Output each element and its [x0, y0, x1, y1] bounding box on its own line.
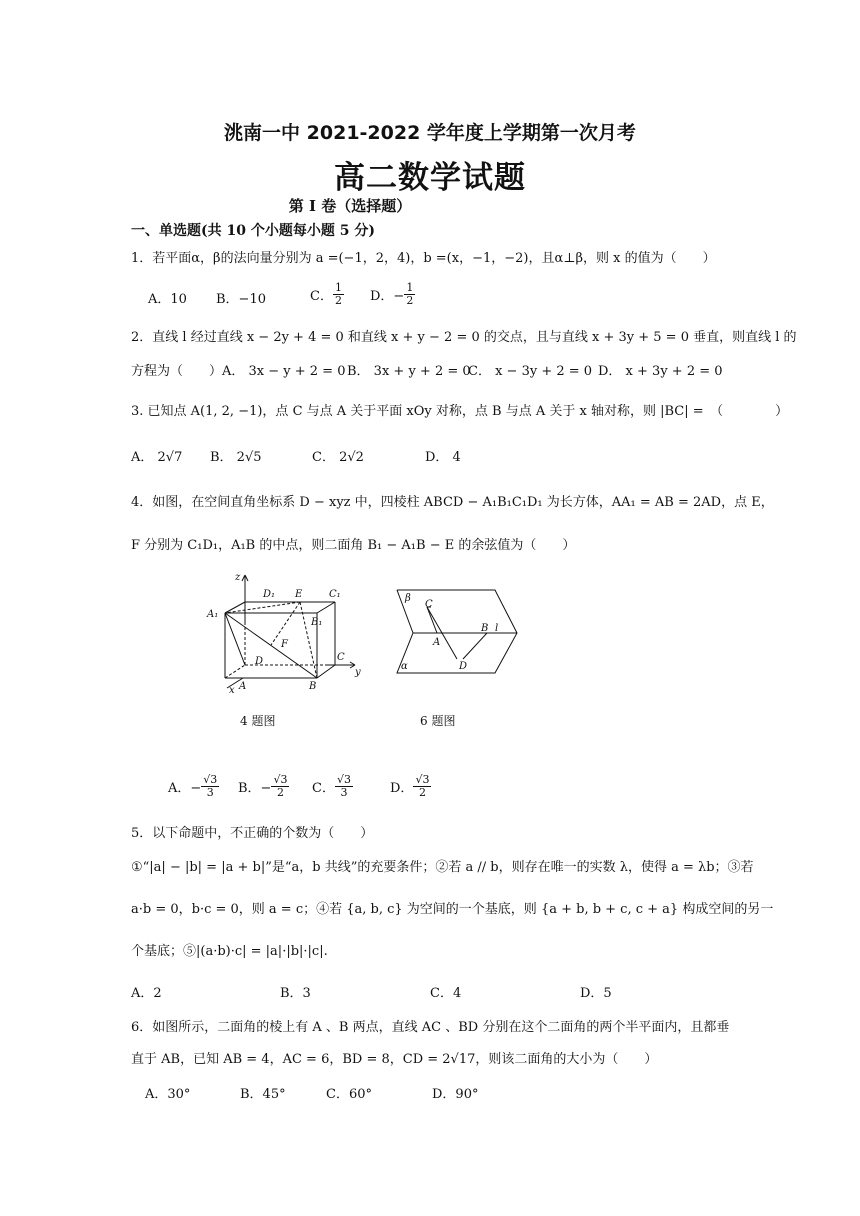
fig4-caption: 4 题图: [240, 714, 276, 728]
q1-option-c-label: C．: [310, 289, 333, 304]
q4-option-c: [312, 774, 353, 799]
q4-option-b-den: 2: [276, 786, 284, 799]
q1-option-b: B．−10: [216, 292, 266, 307]
q4-option-c-fraction: [335, 774, 353, 799]
q4-option-c-label: C．: [312, 781, 335, 796]
q4-option-d-label: D．: [390, 781, 414, 796]
q3-stem: 3. 已知点 A(1, 2, −1)，点 C 与点 A 关于平面 xOy 对称，点 B 与点 A 关于 x 轴对称，则 |BC| = （ ）: [131, 404, 789, 419]
q4-option-a-label: A．−: [168, 781, 202, 796]
q1-option-c-num: 1: [334, 281, 342, 294]
figure-q4-prism: [205, 565, 375, 700]
q4-stem-line2: F 分别为 C₁D₁，A₁B 的中点，则二面角 B₁ − A₁B − E 的余弦值为（ ）: [131, 538, 576, 553]
q5-option-d: D．5: [580, 986, 612, 1001]
q1-option-d-fraction: [404, 282, 415, 307]
q2-option-d: D． x + 3y + 2 = 0: [598, 364, 723, 379]
q2-option-b: B． 3x + y + 2 = 0: [347, 364, 471, 379]
fig6-caption: 6 题图: [420, 714, 456, 728]
q1-option-d-num: 1: [406, 281, 414, 294]
fig6-label-d: D: [459, 661, 468, 672]
q4-option-c-den: 3: [340, 786, 348, 799]
fig4-label-z: z: [235, 572, 241, 583]
q1-option-a: A．10: [148, 292, 187, 307]
q1-option-d: [370, 282, 415, 307]
part-title: 第 I 卷（选择题）: [288, 197, 412, 215]
q5-option-c: C．4: [430, 986, 462, 1001]
q1-option-d-den: 2: [406, 294, 414, 307]
q6-option-a: A．30°: [145, 1087, 191, 1102]
fig6-label-beta: β: [405, 593, 411, 604]
section-heading: 一、单选题(共 10 个小题每小题 5 分): [131, 223, 375, 239]
q5-stem: 5．以下命题中，不正确的个数为（ ）: [131, 826, 374, 841]
q4-option-d: [390, 774, 431, 799]
q6-option-b: B．45°: [240, 1087, 286, 1102]
q5-option-a: A．2: [131, 986, 162, 1001]
q6-stem-line1: 6．如图所示，二面角的棱上有 A 、B 两点，直线 AC 、BD 分别在这个二面角的两个半平面内，且都垂: [131, 1020, 730, 1035]
fig4-label-d: D: [255, 656, 264, 667]
q4-option-a-den: 3: [206, 786, 214, 799]
fig6-label-alpha: α: [401, 661, 408, 672]
q2-option-c: C． x − 3y + 2 = 0: [468, 364, 593, 379]
subject-title: 高二数学试题: [334, 160, 526, 196]
q4-option-b: [238, 774, 289, 799]
q2-option-a: A． 3x − y + 2 = 0: [222, 364, 346, 379]
q5-option-b: B．3: [280, 986, 311, 1001]
q4-option-b-label: B．−: [238, 781, 272, 796]
q6-stem-line2: 直于 AB，已知 AB = 4，AC = 6，BD = 8，CD = 2√17，则该二面角的大小为（ ）: [131, 1052, 658, 1067]
q4-option-a-num: √3: [203, 773, 218, 786]
q4-option-d-num: √3: [415, 773, 430, 786]
fig4-label-y: y: [355, 667, 361, 678]
q3-option-a: A． 2√7: [131, 450, 183, 465]
fig4-label-a1: A₁: [207, 609, 219, 620]
fig4-label-d1: D₁: [263, 589, 276, 600]
figure-q6-dihedral: [395, 585, 535, 680]
q4-option-c-num: √3: [336, 773, 351, 786]
q5-line1: ①“|a| − |b| = |a + b|”是“a，b 共线”的充要条件；②若 a // b，则存在唯一的实数 λ，使得 a = λb；③若: [131, 860, 754, 875]
q3-option-b: B． 2√5: [210, 450, 262, 465]
q6-option-c: C．60°: [326, 1087, 372, 1102]
q1-option-c: [310, 282, 344, 307]
q3-option-d: D． 4: [425, 450, 461, 465]
q1-option-c-fraction: [333, 282, 344, 307]
q4-option-d-den: 2: [418, 786, 426, 799]
fig4-label-c: C: [337, 652, 345, 663]
fig4-label-b1: B₁: [311, 617, 323, 628]
q5-line2: a·b = 0，b·c = 0，则 a = c；④若 {a, b, c} 为空间的一个基底，则 {a + b, b + c, c + a} 构成空间的另一: [131, 902, 774, 917]
q4-option-a: [168, 774, 219, 799]
fig4-label-x: x: [229, 685, 235, 696]
fig4-label-f: F: [281, 639, 288, 650]
fig4-label-e: E: [295, 589, 303, 600]
q2-stem-line2: 方程为（ ）: [131, 364, 223, 379]
fig4-label-b: B: [309, 681, 317, 692]
q3-option-c: C． 2√2: [312, 450, 364, 465]
fig4-label-a: A: [239, 681, 247, 692]
q4-option-a-fraction: [201, 774, 219, 799]
q1-option-d-label: D．−: [370, 289, 405, 304]
q2-stem-line1: 2．直线 l 经过直线 x − 2y + 4 = 0 和直线 x + y − 2 = 0 的交点，且与直线 x + 3y + 5 = 0 垂直，则直线 l 的: [131, 330, 797, 345]
fig6-label-b: B: [481, 623, 489, 634]
q4-stem-line1: 4．如图，在空间直角坐标系 D − xyz 中，四棱柱 ABCD − A₁B₁C₁D₁ 为长方体，AA₁ = AB = 2AD，点 E，: [131, 495, 774, 510]
fig6-label-a: A: [433, 637, 441, 648]
q1-option-c-den: 2: [334, 294, 342, 307]
fig4-label-c1: C₁: [329, 589, 341, 600]
q6-option-d: D．90°: [432, 1087, 479, 1102]
q4-option-b-fraction: [271, 774, 289, 799]
q1-stem: 1．若平面α，β的法向量分别为 a =(−1，2，4)，b =(x，−1，−2)，且α⊥β，则 x 的值为（ ）: [131, 251, 716, 266]
q4-option-b-num: √3: [273, 773, 288, 786]
q5-line3: 个基底；⑤|(a·b)·c| = |a|·|b|·|c|.: [131, 944, 328, 959]
school-exam-title: 洮南一中 2021-2022 学年度上学期第一次月考: [224, 122, 636, 144]
fig6-label-c: C: [425, 599, 433, 610]
fig6-label-l: l: [495, 623, 499, 634]
q4-option-d-fraction: [413, 774, 431, 799]
